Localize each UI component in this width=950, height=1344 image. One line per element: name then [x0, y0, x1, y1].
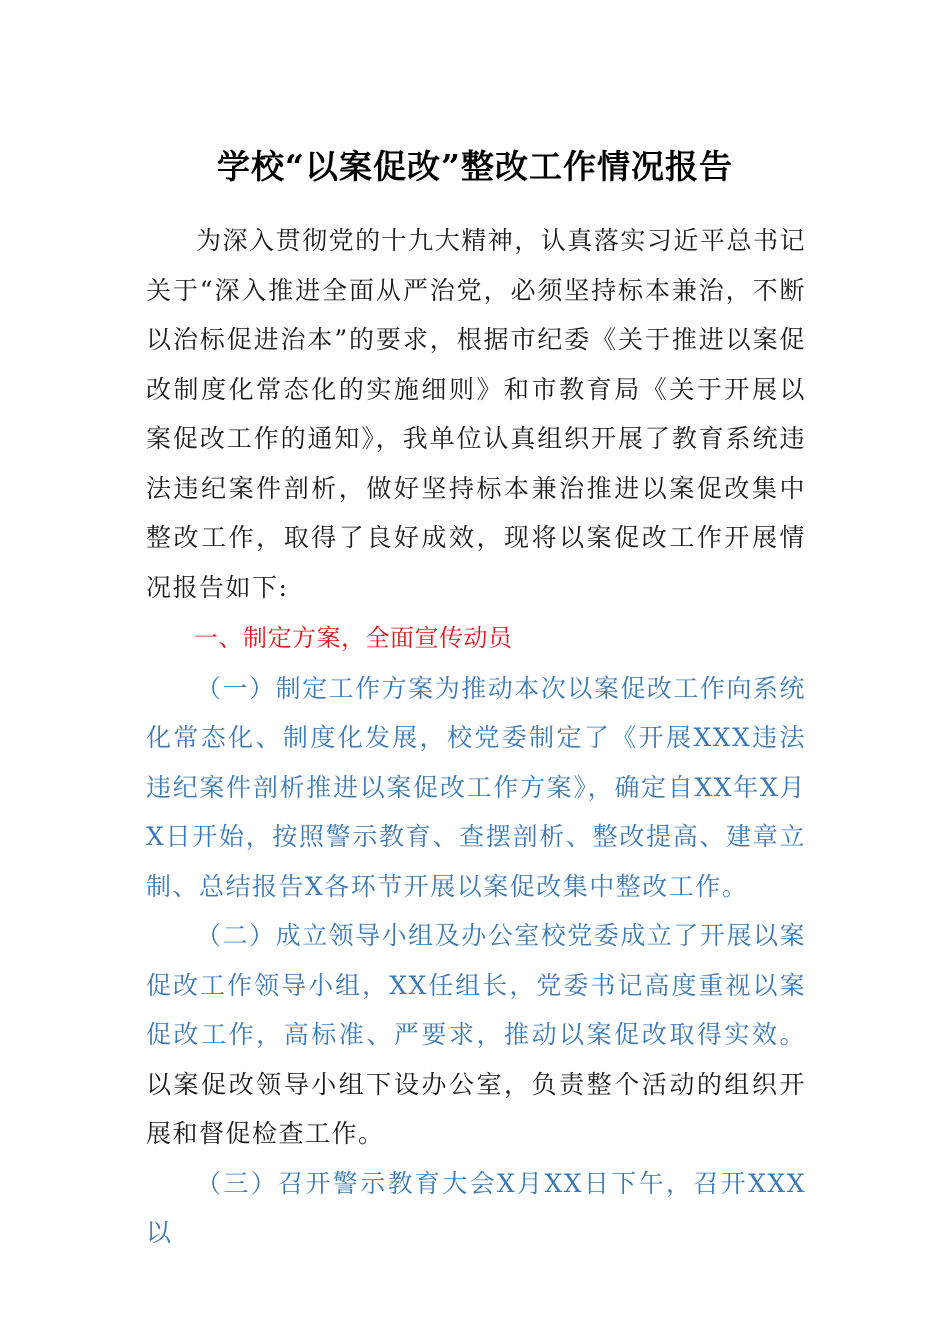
item-3-paragraph: （三）召开警示教育大会X月XX日下午，召开XXX以 — [146, 1168, 806, 1247]
item-1-paragraph: （一）制定工作方案为推动本次以案促改工作向系统化常态化、制度化发展，校党委制定了《开展XXX违法违纪案件剖析推进以案促改工作方案》，确定自XX年X月X日开始，按照警示教育、查摆剖析、整改提高、建章立制、总结报告X各环节开展以案促改集中整改工作。 — [146, 673, 806, 901]
document-body — [146, 216, 806, 1258]
item-2-black-text: 以案促改领导小组下设办公室，负责整个活动的组织开展和督促检查工作。 — [146, 1069, 806, 1148]
item-2-blue-text: （二）成立领导小组及办公室校党委成立了开展以案促改工作领导小组，XX任组长，党委书记高度重视以案促改工作，高标准、严要求，推动以案促改取得实效。 — [146, 921, 806, 1049]
intro-paragraph: 为深入贯彻党的十九大精神，认真落实习近平总书记关于“深入推进全面从严治党，必须坚持标本兼治，不断以治标促进治本”的要求，根据市纪委《关于推进以案促改制度化常态化的实施细则》和市教育局《关于开展以案促改工作的通知》，我单位认真组织开展了教育系统违法违纪案件剖析，做好坚持标本兼治推进以案促改集中整改工作，取得了良好成效，现将以案促改工作开展情况报告如下: — [146, 226, 806, 602]
document-title: 学校“以案促改”整改工作情况报告 — [217, 147, 733, 186]
item-2-paragraph — [146, 911, 806, 1159]
section-1-heading: 一、制定方案，全面宣传动员 — [194, 624, 513, 652]
